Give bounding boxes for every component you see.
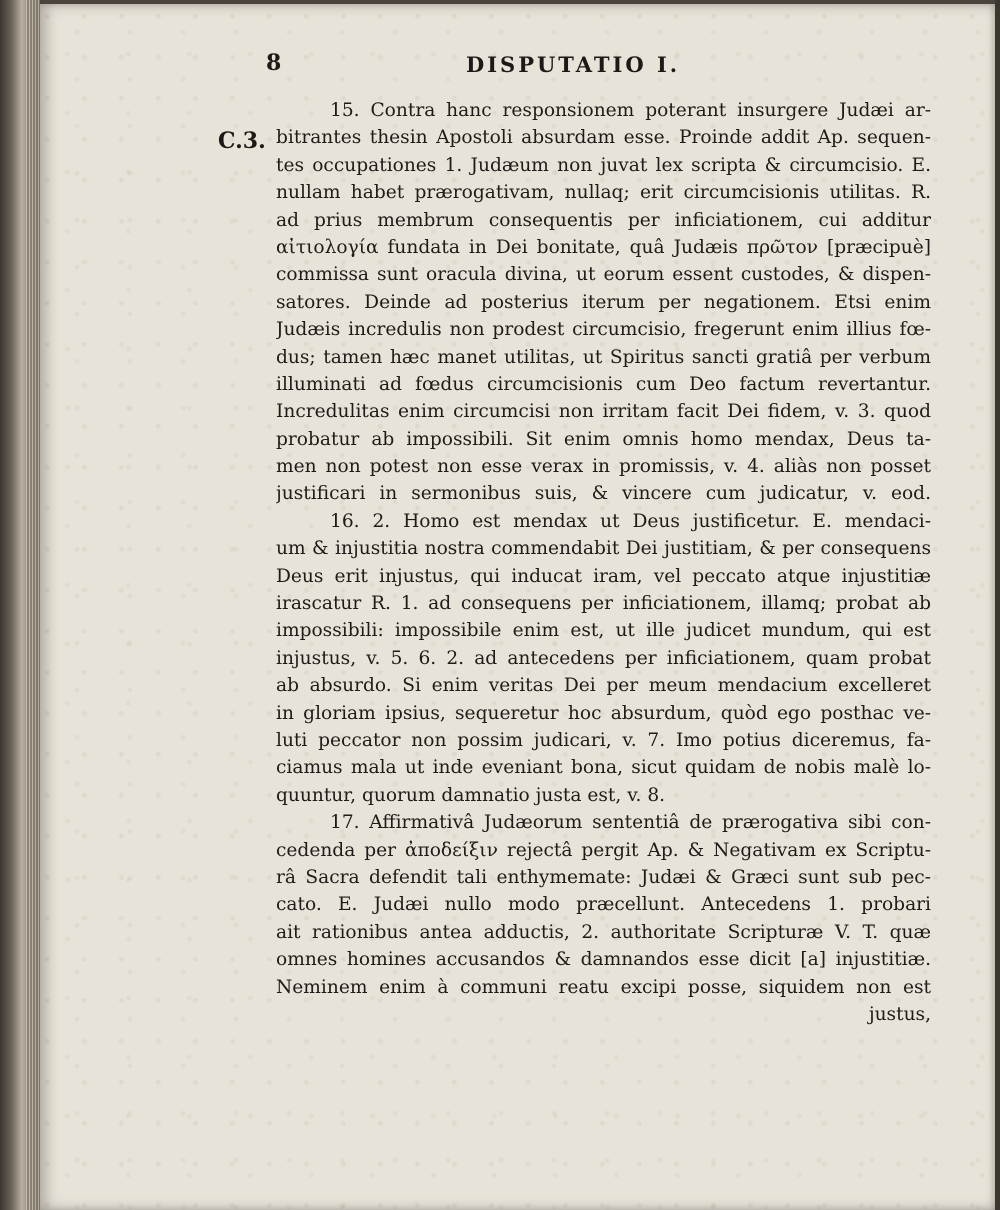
body-text (276, 97, 931, 1028)
text-line: Neminem enim à communi reatu excipi posse, siquidem non est (276, 976, 931, 998)
text-line: justus, (868, 1003, 931, 1025)
text-line: luti peccator non possim judicari, v. 7. Imo potius diceremus, fa- (276, 729, 931, 751)
text-line: probatur ab impossibili. Sit enim omnis homo mendax, Deus ta- (276, 428, 931, 450)
text-line: ait rationibus antea adductis, 2. authoritate Scripturæ V. T. quæ (276, 921, 931, 943)
text-line: ciamus mala ut inde eveniant bona, sicut quidam de nobis malè lo- (276, 757, 931, 779)
text-line: ad prius membrum consequentis per inficiationem, cui additur (276, 209, 931, 231)
text-line: 17. Affirmativâ Judæorum sententiâ de prærogativa sibi con- (330, 812, 931, 834)
right-edge (995, 0, 1000, 1210)
text-line: commissa sunt oracula divina, ut eorum essent custodes, & dispen- (276, 264, 931, 286)
text-line: Deus erit injustus, qui inducat iram, vel peccato atque injustitiæ (276, 565, 931, 587)
text-line: 16. 2. Homo est mendax ut Deus justificetur. E. mendaci- (330, 510, 931, 532)
text-line: αἰτιολογία fundata in Dei bonitate, quâ Judæis πρῶτον [præcipuè] (276, 236, 931, 258)
signature-mark: C.3. (218, 128, 266, 154)
text-line: quuntur, quorum damnatio justa est, v. 8. (276, 784, 666, 806)
text-line: satores. Deinde ad posterius iterum per negationem. Etsi enim (276, 291, 931, 313)
text-line: ab absurdo. Si enim veritas Dei per meum mendacium excelleret (276, 675, 931, 697)
text-line: men non potest non esse verax in promissis, v. 4. aliàs non posset (276, 456, 931, 478)
text-line: Judæis incredulis non prodest circumcisio, fregerunt enim illius fœ- (276, 319, 931, 341)
text-line: justificari in sermonibus suis, & vincere cum judicatur, v. eod. (276, 483, 931, 505)
text-line: impossibili: impossibile enim est, ut ille judicet mundum, qui est (276, 620, 931, 642)
text-line: um & injustitia nostra commendabit Dei justitiam, & per consequens (276, 538, 931, 560)
text-line: injustus, v. 5. 6. 2. ad antecedens per inficiationem, quam probat (276, 647, 931, 669)
running-head (0, 50, 1000, 80)
text-line: irascatur R. 1. ad consequens per inficiationem, illamq; probat ab (276, 593, 931, 615)
text-line: bitrantes thesin Apostoli absurdam esse. Proinde addit Ap. sequen- (276, 127, 931, 149)
text-line: nullam habet prærogativam, nullaq; erit circumcisionis utilitas. R. (276, 182, 931, 204)
page-number: 8 (266, 50, 282, 76)
text-line: illuminati ad fœdus circumcisionis cum Deo factum revertantur. (276, 373, 931, 395)
text-line: omnes homines accusandos & damnandos esse dicit [a] injustitiæ. (276, 949, 931, 971)
text-line: cato. E. Judæi nullo modo præcellunt. Antecedens 1. probari (276, 894, 931, 916)
text-line: tes occupationes 1. Judæum non juvat lex scripta & circumcisio. E. (276, 154, 931, 176)
text-line: in gloriam ipsius, sequeretur hoc absurdum, quòd ego posthac ve- (276, 702, 931, 724)
text-line: Incredulitas enim circumcisi non irritam facit Dei fidem, v. 3. quod (276, 401, 931, 423)
text-line: râ Sacra defendit tali enthymemate: Judæi & Græci sunt sub pec- (276, 866, 931, 888)
running-head-title: DISPUTATIO I. (466, 52, 681, 77)
text-line: 15. Contra hanc responsionem poterant insurgere Judæi ar- (330, 100, 931, 121)
text-line: cedenda per ἀποδείξιν rejectâ pergit Ap. & Negativam ex Scriptu- (276, 839, 931, 861)
text-line: dus; tamen hæc manet utilitas, ut Spiritus sancti gratiâ per verbum (276, 346, 931, 368)
